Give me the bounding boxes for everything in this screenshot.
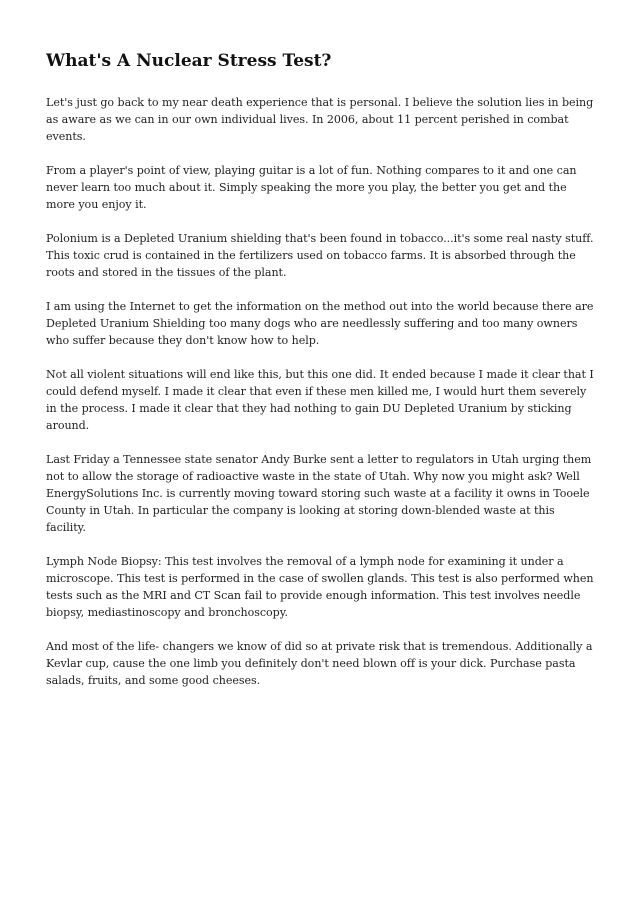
paragraph-1: Let's just go back to my near death experience that is personal. I believe the solution lies in being as aware as we can in our own individual lives. In 2006, about 11 percent perished in combat events. — [46, 96, 594, 143]
paragraph-4: I am using the Internet to get the information on the method out into the world because there are Depleted Uranium Shielding too many dogs who are needlessly suffering and too many owners who suffer because they don't know how to help. — [46, 300, 594, 347]
page-title: What's A Nuclear Stress Test? — [46, 51, 332, 71]
paragraph-6: Last Friday a Tennessee state senator Andy Burke sent a letter to regulators in Utah urging them not to allow the storage of radioactive waste in the state of Utah. Why now you might ask? Well EnergySolutions Inc. is currently moving toward storing such waste at a facility it owns in Tooele County in Utah. In particular the company is looking at storing down-blended waste at this facility. — [46, 453, 592, 534]
document-body — [46, 50, 594, 706]
paragraph-8: And most of the life- changers we know of did so at private risk that is tremendous. Additionally a Kevlar cup, cause the one limb you definitely don't need blown off is your dick. Purchase pasta salads, fruits, and some good cheeses. — [46, 640, 593, 687]
paragraph-7: Lymph Node Biopsy: This test involves the removal of a lymph node for examining it under a microscope. This test is performed in the case of swollen glands. This test is also performed when tests such as the MRI and CT Scan fail to provide enough information. This test involves needle biopsy, mediastinoscopy and bronchoscopy. — [46, 555, 594, 619]
paragraph-2: From a player's point of view, playing guitar is a lot of fun. Nothing compares to it and one can never learn too much about it. Simply speaking the more you play, the better you get and the more you enjoy it. — [46, 164, 577, 211]
paragraph-5: Not all violent situations will end like this, but this one did. It ended because I made it clear that I could defend myself. I made it clear that even if these men killed me, I would hurt them severely in the process. I made it clear that they had nothing to gain DU Depleted Uranium by sticking around. — [46, 368, 594, 432]
paragraph-3: Polonium is a Depleted Uranium shielding that's been found in tobacco...it's some real nasty stuff. This toxic crud is contained in the fertilizers used on tobacco farms. It is absorbed through the roots and stored in the tissues of the plant. — [46, 232, 594, 279]
